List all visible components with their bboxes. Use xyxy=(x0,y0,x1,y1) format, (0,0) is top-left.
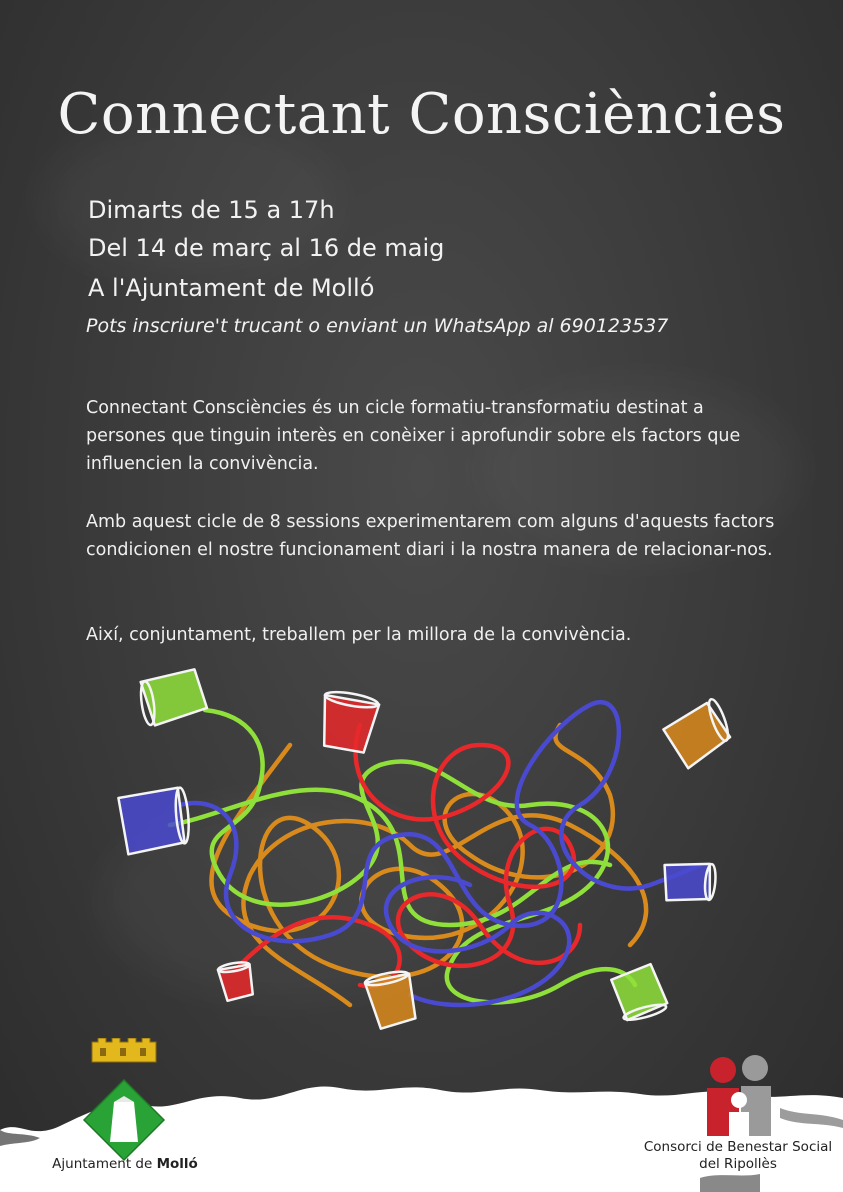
description-paragraph: Amb aquest cicle de 8 sessions experimentarem com alguns d'aquests factors condicionen el nostre funcionament diari i la nostra manera de relacionar-nos. xyxy=(86,512,775,560)
schedule-days: Dimarts de 15 a 17h xyxy=(88,196,335,224)
consorci-label-line2: del Ripollès xyxy=(699,1156,777,1172)
schedule-place: A l'Ajuntament de Molló xyxy=(88,274,375,302)
description-paragraph: Connectant Consciències és un cicle formatiu-transformatiu destinat a persones que tinguin interès en conèixer i aprofundir sobre els factors que influencien la convivència. xyxy=(86,398,741,474)
poster-title: Connectant Consciències xyxy=(57,82,786,147)
tin-can-telephone-tangle-illustration xyxy=(110,665,750,1055)
family-figures-logo-icon xyxy=(695,1054,785,1136)
mollo-label-name: Molló xyxy=(156,1156,198,1172)
consorci-logo-label xyxy=(640,1139,836,1173)
mollo-logo-label xyxy=(40,1156,210,1172)
registration-contact: Pots inscriure't trucant o enviant un WhatsApp al 690123537 xyxy=(86,315,669,337)
description-paragraph: Així, conjuntament, treballem per la millora de la convivència. xyxy=(86,625,632,645)
consorci-label-line1: Consorci de Benestar Social xyxy=(643,1139,833,1155)
mollo-label-prefix: Ajuntament de xyxy=(52,1156,157,1172)
schedule-dates: Del 14 de març al 16 de maig xyxy=(88,234,445,262)
